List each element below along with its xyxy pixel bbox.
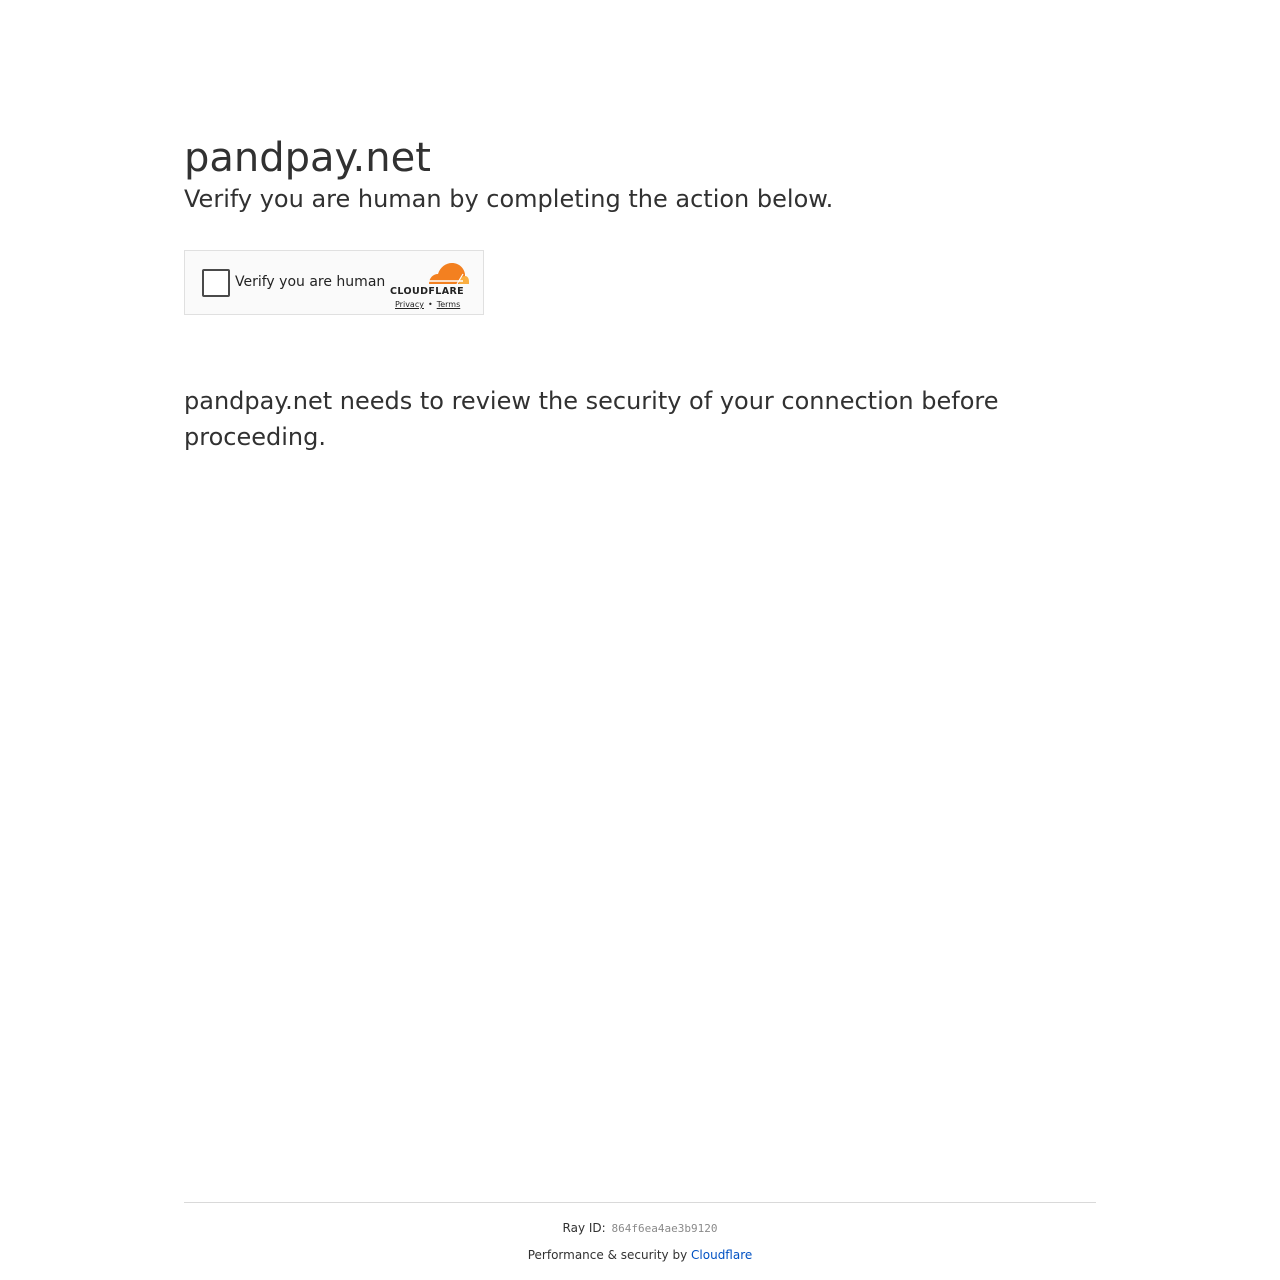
privacy-link[interactable]: Privacy xyxy=(395,300,424,309)
link-separator: • xyxy=(427,300,433,309)
terms-link[interactable]: Terms xyxy=(436,300,461,309)
verify-label: Verify you are human xyxy=(235,274,386,290)
page-title: pandpay.net xyxy=(184,135,431,181)
ray-info xyxy=(184,1220,1096,1237)
cloudflare-link[interactable]: Cloudflare xyxy=(691,1248,753,1262)
ray-id-value: 864f6ea4ae3b9120 xyxy=(611,1222,718,1235)
main-content xyxy=(184,130,1096,455)
widget-links xyxy=(395,300,460,310)
security-message: pandpay.net needs to review the security of your connection before proceeding. xyxy=(184,387,999,451)
page-subtitle: Verify you are human by completing the action below. xyxy=(184,185,834,213)
performance-line xyxy=(184,1247,1096,1263)
turnstile-widget xyxy=(184,250,484,315)
verify-checkbox[interactable] xyxy=(202,269,230,297)
cloudflare-wordmark: CLOUDFLARE xyxy=(390,286,465,297)
performance-text: Performance & security by xyxy=(527,1248,688,1262)
footer xyxy=(184,1202,1096,1263)
cloudflare-branding xyxy=(389,260,469,310)
ray-label: Ray ID: xyxy=(562,1221,606,1235)
